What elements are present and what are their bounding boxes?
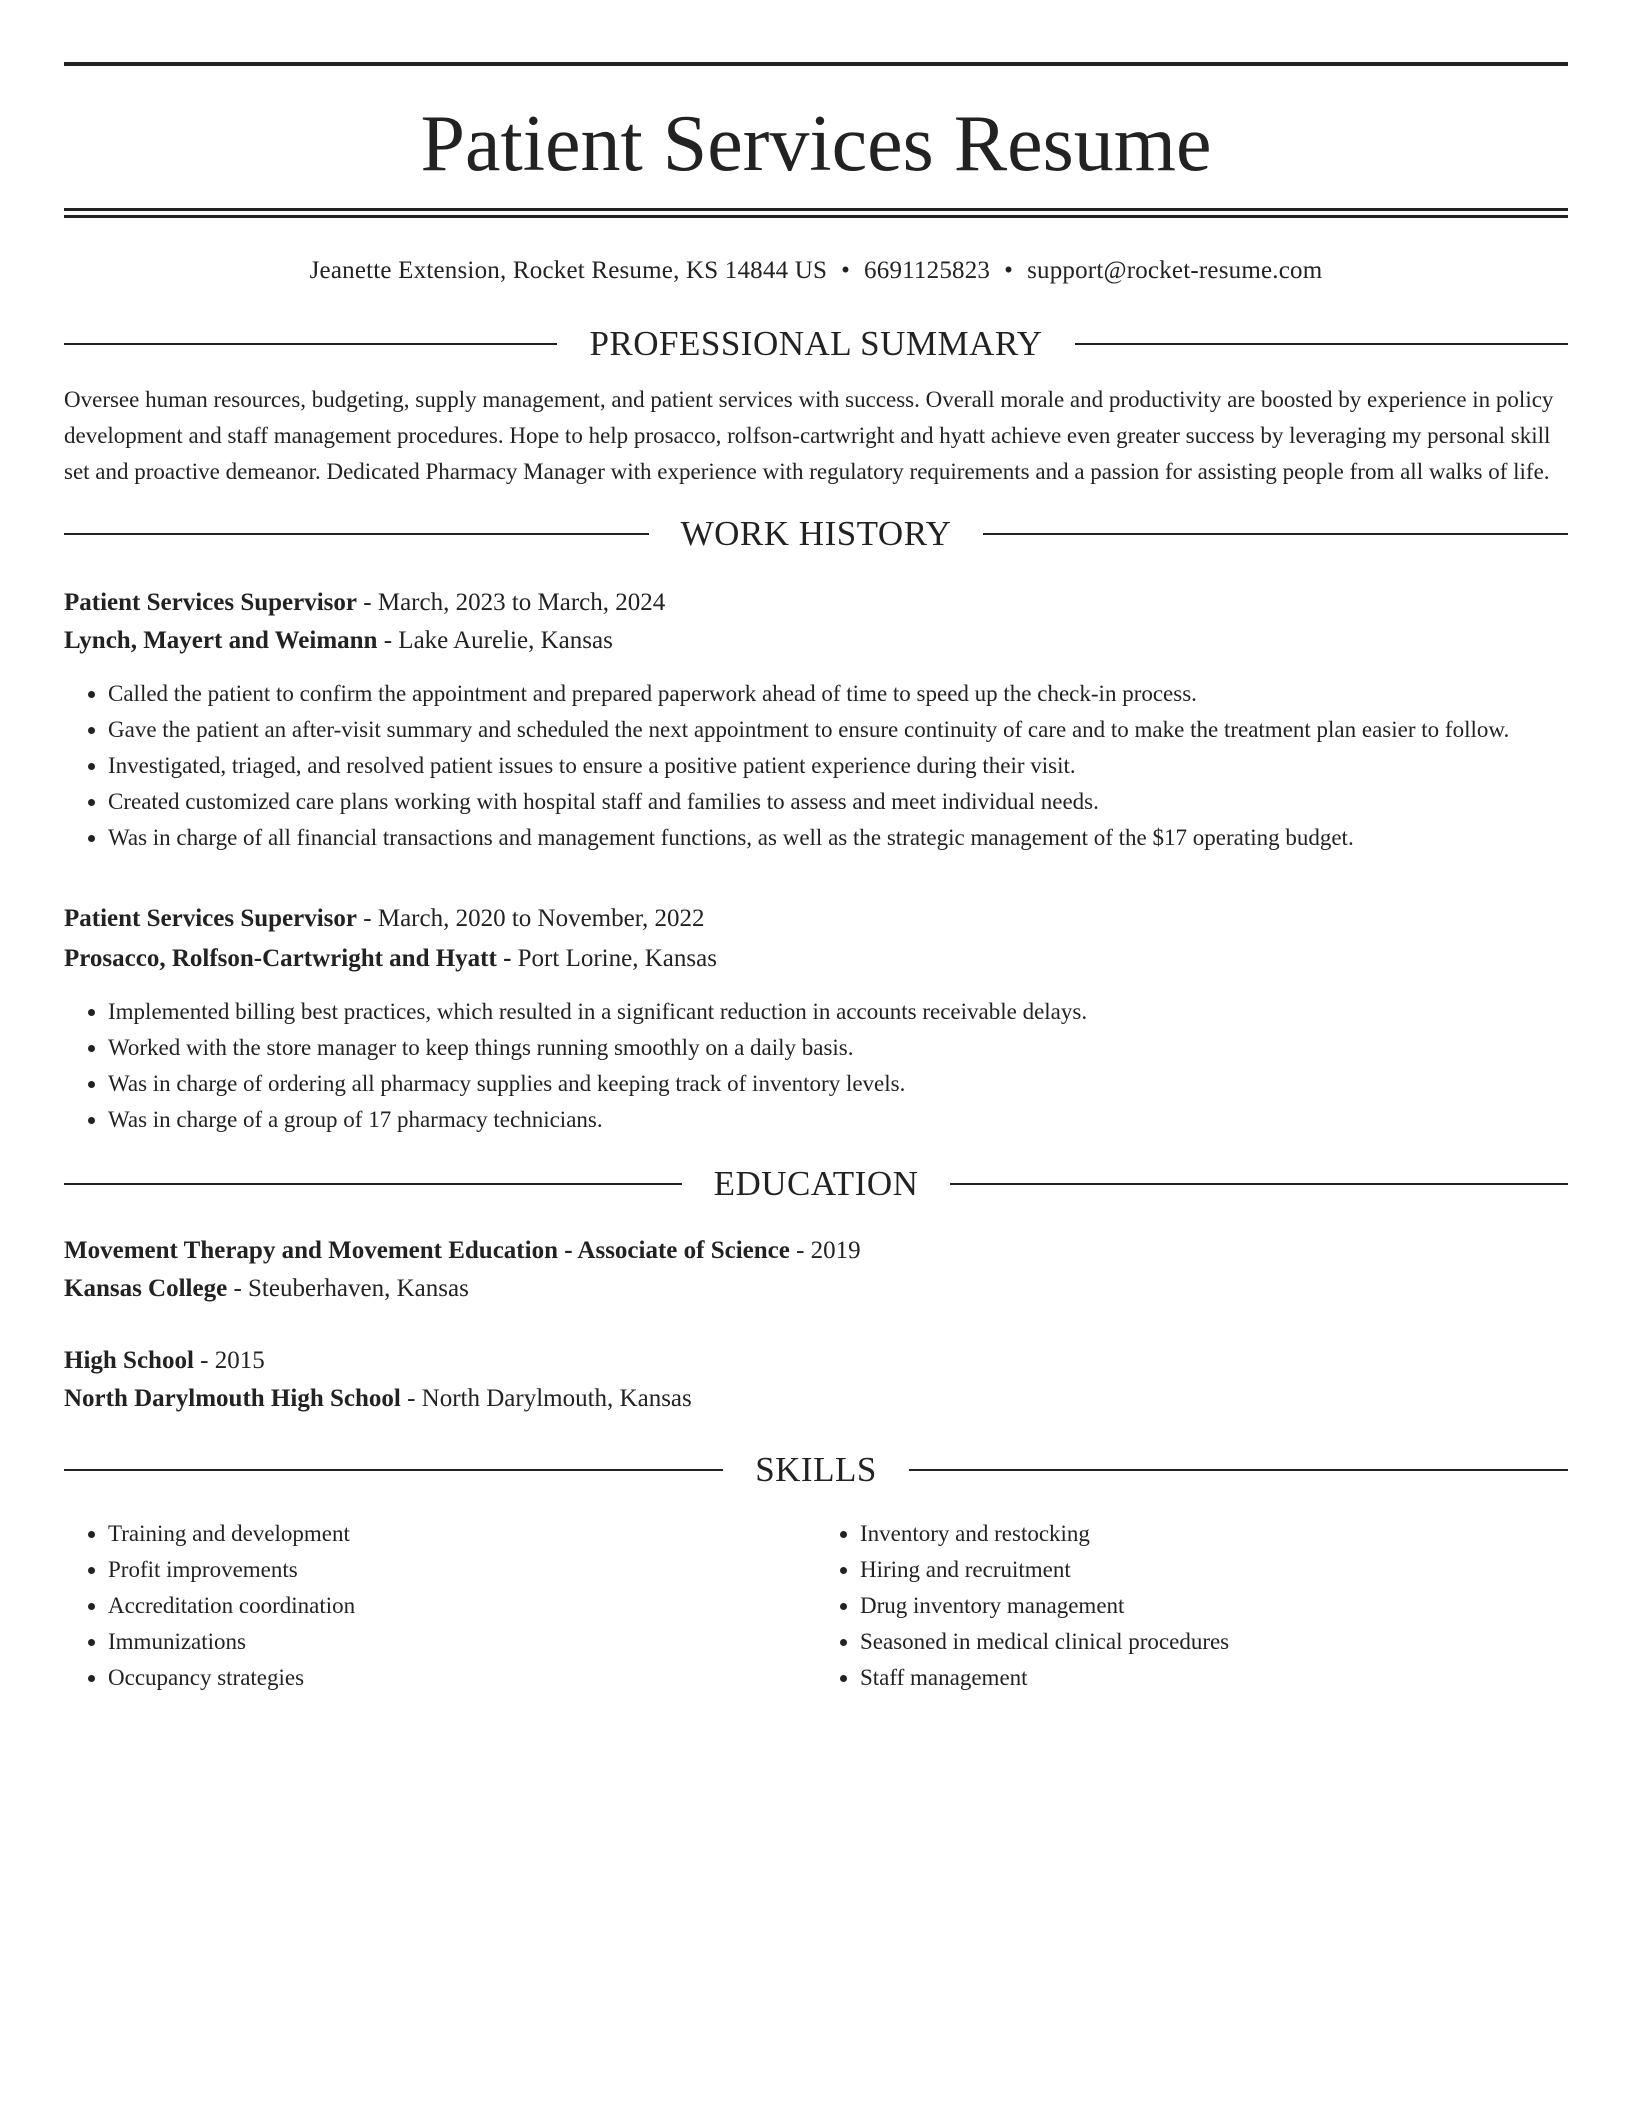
job-company-line [64, 622, 1568, 660]
list-item: • Was in charge of ordering all pharmacy supplies and keeping track of inventory levels. [108, 1066, 1568, 1102]
list-item: • Investigated, triaged, and resolved patient issues to ensure a positive patient experience during their visit. [108, 748, 1568, 784]
list-item: • Was in charge of a group of 17 pharmacy technicians. [108, 1102, 1568, 1138]
section-rule [983, 533, 1568, 535]
section-heading-work [64, 512, 1568, 556]
title-double-rule [64, 208, 1568, 218]
education-year: - 2019 [789, 1237, 861, 1264]
contact-line [64, 254, 1568, 288]
contact-separator: • [841, 257, 851, 284]
job-title: Patient Services Supervisor [64, 589, 358, 616]
section-title: EDUCATION [713, 1164, 919, 1203]
list-item: • Seasoned in medical clinical procedures [860, 1624, 1568, 1660]
list-item: • Training and development [108, 1516, 816, 1552]
contact-phone: 6691125823 [864, 257, 991, 284]
section-rule [950, 1183, 1568, 1185]
skills-column-left [64, 1516, 816, 1696]
list-item: • Immunizations [108, 1624, 816, 1660]
education-entry [64, 1232, 1568, 1308]
list-item: • Called the patient to confirm the appointment and prepared paperwork ahead of time to speed up the check-in process. [108, 676, 1568, 712]
list-item: • Staff management [860, 1660, 1568, 1696]
education-degree: High School [64, 1347, 194, 1374]
job-location: - Lake Aurelie, Kansas [377, 627, 613, 654]
list-item: • Occupancy strategies [108, 1660, 816, 1696]
section-heading-summary [64, 322, 1568, 366]
list-item: • Accreditation coordination [108, 1588, 816, 1624]
job-company-line [64, 940, 1568, 978]
job-entry [64, 584, 1568, 856]
job-location: Port Lorine, Kansas [511, 945, 717, 972]
list-item: • Drug inventory management [860, 1588, 1568, 1624]
page-title: Patient Services Resume [420, 100, 1212, 188]
job-bullets [64, 676, 1568, 856]
section-title: SKILLS [755, 1450, 877, 1489]
education-degree: Movement Therapy and Movement Education - Associate of Science [64, 1237, 790, 1264]
contact-address: Jeanette Extension, Rocket Resume, KS 14844 US [309, 257, 828, 284]
section-title: PROFESSIONAL SUMMARY [589, 324, 1043, 363]
education-year: - 2015 [193, 1347, 265, 1374]
list-item: • Created customized care plans working with hospital staff and families to assess and meet individual needs. [108, 784, 1568, 820]
section-title: WORK HISTORY [680, 514, 952, 553]
skills-list [64, 1516, 1568, 1696]
section-rule [64, 1469, 723, 1471]
job-title: Patient Services Supervisor [64, 905, 358, 932]
section-rule [64, 343, 557, 345]
list-item: • Gave the patient an after-visit summary and scheduled the next appointment to ensure continuity of care and to make the treatment plan easier to follow. [108, 712, 1568, 748]
top-rule [64, 62, 1568, 66]
list-item: • Hiring and recruitment [860, 1552, 1568, 1588]
job-entry [64, 900, 1568, 1138]
contact-separator: • [1004, 257, 1014, 284]
education-entry [64, 1342, 1568, 1418]
education-degree-line [64, 1232, 1568, 1270]
job-dates: - March, 2023 to March, 2024 [357, 589, 666, 616]
section-rule [1075, 343, 1568, 345]
job-bullets [64, 994, 1568, 1138]
education-school-line [64, 1380, 1568, 1418]
skills-column-right [816, 1516, 1568, 1696]
list-item: • Worked with the store manager to keep things running smoothly on a daily basis. [108, 1030, 1568, 1066]
education-school-line [64, 1270, 1568, 1308]
list-item: • Was in charge of all financial transactions and management functions, as well as the strategic management of the $17 operating budget. [108, 820, 1568, 856]
section-rule [64, 1183, 682, 1185]
summary-text: Oversee human resources, budgeting, supply management, and patient services with success. Overall morale and productivity are boosted by experience in policy development and staff management procedures. Hope to help prosacco, rolfson-cartwright and hyatt achieve even greater success by leveraging my personal skill set and proactive demeanor. Dedicated Pharmacy Manager with experience with regulatory requirements and a passion for assisting people from all walks of life. [64, 387, 1554, 484]
list-item: • Inventory and restocking [860, 1516, 1568, 1552]
section-rule [64, 533, 649, 535]
education-location: - North Darylmouth, Kansas [400, 1385, 692, 1412]
section-rule [909, 1469, 1568, 1471]
contact-email[interactable]: support@rocket-resume.com [1027, 257, 1323, 284]
section-heading-skills [64, 1448, 1568, 1492]
education-location: - Steuberhaven, Kansas [227, 1275, 469, 1302]
list-item: • Implemented billing best practices, which resulted in a significant reduction in accounts receivable delays. [108, 994, 1568, 1030]
education-school: North Darylmouth High School [64, 1385, 401, 1412]
job-title-line [64, 584, 1568, 622]
section-heading-education [64, 1162, 1568, 1206]
list-item: • Profit improvements [108, 1552, 816, 1588]
job-company: Lynch, Mayert and Weimann [64, 627, 378, 654]
job-company: Prosacco, Rolfson-Cartwright and Hyatt - [64, 945, 512, 972]
education-school: Kansas College [64, 1275, 228, 1302]
job-dates: - March, 2020 to November, 2022 [357, 905, 705, 932]
job-title-line [64, 900, 1568, 938]
education-degree-line [64, 1342, 1568, 1380]
